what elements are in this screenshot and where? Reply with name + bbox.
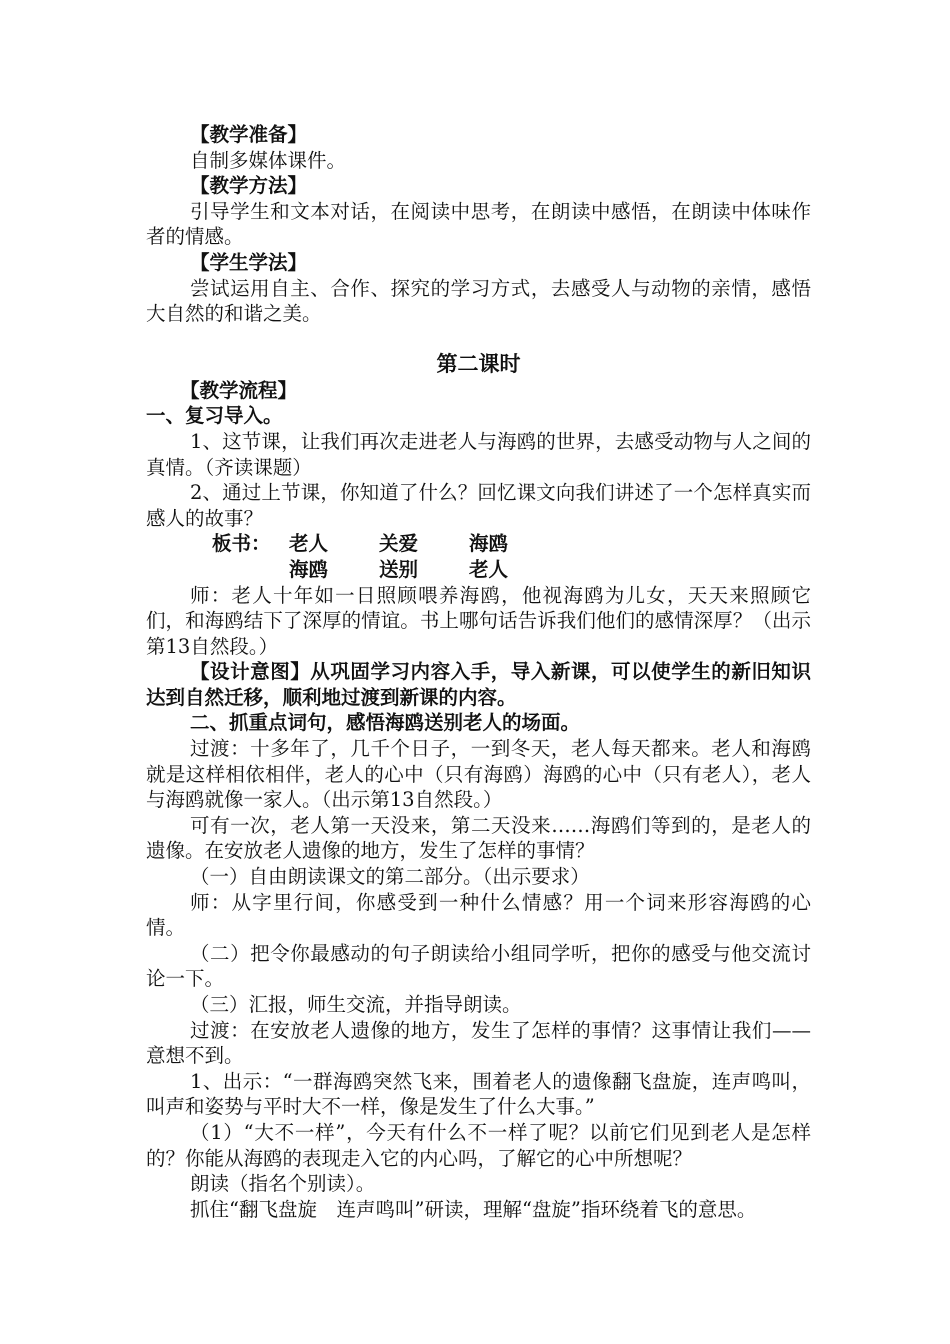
blackboard-cell: 老人 [469,557,509,581]
paragraph-10: 过渡：在安放老人遗像的地方，发生了怎样的事情？这事情让我们——意想不到。 [146,1018,811,1068]
blackboard-cell: 海鸥 [469,532,509,556]
paragraph-2: 2、通过上节课，你知道了什么？回忆课文向我们讲述了一个怎样真实而感人的故事？ [146,481,811,530]
blackboard-spacer [146,557,289,583]
paragraph-4: 过渡：十多年了，几千个日子，一到冬天，老人每天都来。老人和海鸥就是这样相依相伴，老人的心中（只有海鸥）海鸥的心中（只有老人），老人与海鸥就像一家人。（出示第13自然段。） [146,737,811,812]
paragraph-6: （一）自由朗读课文的第二部分。（出示要求） [190,865,590,889]
paragraph-11: 1、出示：“一群海鸥突然飞来，围着老人的遗像翻飞盘旋，连声鸣叫，叫声和姿势与平时大不一样，像是发生了什么大事。” [146,1069,811,1119]
teaching-method-heading: 【教学方法】 [190,174,308,198]
paragraph-9: （三）汇报，师生交流，并指导朗读。 [190,993,522,1016]
paragraph-8: （二）把令你最感动的句子朗读给小组同学听，把你的感受与他交流讨论一下。 [146,941,811,991]
paragraph-12: （1）“大不一样”，今天有什么不一样了呢？以前它们见到老人是怎样的？你能从海鸥的表现走入它的内心吗，了解它的心中所想呢？ [146,1120,811,1170]
blackboard-cell: 关爱 [379,532,419,556]
paragraph-5: 可有一次，老人第一天没来，第二天没来……海鸥们等到的，是老人的遗像。在安放老人遗像的地方，发生了怎样的事情？ [146,813,811,863]
design-intent: 【设计意图】从巩固学习内容入手，导入新课，可以使学生的新旧知识达到自然迁移，顺利地过渡到新课的内容。 [146,660,811,709]
paragraph-1: 1、这节课，让我们再次走进老人与海鸥的世界，去感受动物与人之间的真情。（齐读课题） [146,429,811,479]
teaching-flow-heading: 【教学流程】 [180,378,298,402]
paragraph-3: 师：老人十年如一日照顾喂养海鸥，他视海鸥为儿女，天天来照顾它们，和海鸥结下了深厚的情谊。书上哪句话告诉我们他们的感情深厚？（出示第13自然段。） [146,583,811,658]
paragraph-7: 师：从字里行间，你感受到一种什么情感？用一个词来形容海鸥的心情。 [146,890,811,940]
document-body [146,122,811,1222]
blackboard-cell: 送别 [379,557,419,581]
teaching-prep-heading: 【教学准备】 [190,123,308,146]
blackboard-row-1 [146,531,811,557]
student-method-heading: 【学生学法】 [190,250,308,274]
paragraph-14: 抓住“翻飞盘旋 连声鸣叫”研读，理解“盘旋”指环绕着飞的意思。 [190,1197,757,1221]
teaching-method-text: 引导学生和文本对话，在阅读中思考，在朗读中感悟，在朗读中体味作者的情感。 [146,199,811,249]
paragraph-13: 朗读（指名个别读）。 [190,1172,376,1196]
student-method-text: 尝试运用自主、合作、探究的学习方式，去感受人与动物的亲情，感悟大自然的和谐之美。 [146,276,811,326]
part1-heading: 一、复习导入。 [146,404,283,428]
blackboard-cell: 海鸥 [289,557,329,581]
blackboard-cell: 老人 [289,532,329,556]
teaching-prep-text: 自制多媒体课件。 [190,148,347,172]
blackboard-row-2 [146,557,811,583]
blackboard-label: 板书： [212,532,271,556]
part2-heading: 二、抓重点词句，感悟海鸥送别老人的场面。 [190,711,581,735]
lesson-title: 第二课时 [436,350,521,376]
